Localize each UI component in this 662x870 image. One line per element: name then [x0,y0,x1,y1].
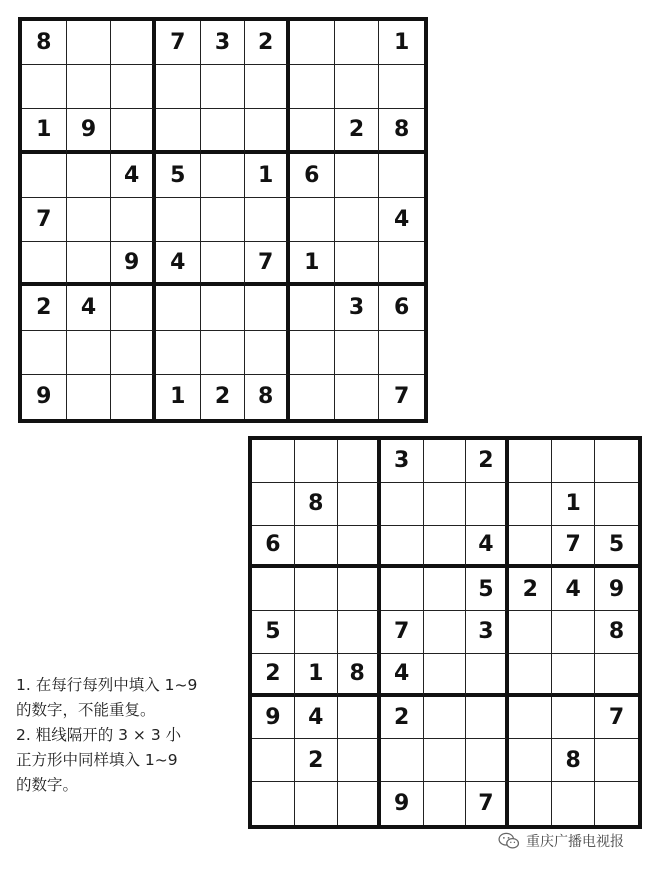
sudoku-cell[interactable]: 1 [290,242,335,286]
sudoku-cell[interactable]: 3 [201,21,246,65]
sudoku-cell[interactable]: 2 [335,109,380,153]
sudoku-cell[interactable] [338,568,381,611]
sudoku-cell[interactable]: 1 [552,483,595,526]
sudoku-cell[interactable]: 9 [67,109,112,153]
sudoku-cell[interactable] [595,739,638,782]
sudoku-cell[interactable] [156,65,201,109]
sudoku-cell[interactable] [509,739,552,782]
sudoku-cell[interactable]: 5 [252,611,295,654]
sudoku-cell[interactable] [156,109,201,153]
sudoku-cell[interactable] [67,198,112,242]
sudoku-cell[interactable] [67,242,112,286]
sudoku-cell[interactable] [201,154,246,198]
sudoku-cell[interactable] [338,611,381,654]
sudoku-cell[interactable] [424,782,467,825]
sudoku-cell[interactable]: 5 [595,526,638,569]
rules-line-3: 2. 粗线隔开的 3 × 3 小 [16,726,182,744]
sudoku-cell[interactable]: 2 [201,375,246,419]
sudoku-cell[interactable] [201,286,246,330]
sudoku-cell[interactable] [290,109,335,153]
sudoku-cell[interactable] [335,242,380,286]
sudoku-cell[interactable]: 4 [552,568,595,611]
sudoku-cell[interactable] [595,782,638,825]
sudoku-cell[interactable] [379,154,424,198]
sudoku-cell[interactable] [22,154,67,198]
sudoku-cell[interactable] [111,109,156,153]
sudoku-cell[interactable] [22,242,67,286]
sudoku-cell[interactable] [509,697,552,740]
sudoku-cell[interactable] [552,611,595,654]
sudoku-cell[interactable] [338,483,381,526]
sudoku-cell[interactable] [290,21,335,65]
sudoku-cell[interactable] [22,331,67,375]
sudoku-cell[interactable] [335,154,380,198]
sudoku-cell[interactable]: 1 [379,21,424,65]
sudoku-cell[interactable]: 1 [22,109,67,153]
sudoku-cell[interactable]: 8 [595,611,638,654]
sudoku-cell[interactable] [290,286,335,330]
sudoku-cell[interactable] [156,286,201,330]
sudoku-cell[interactable]: 6 [290,154,335,198]
sudoku-cell[interactable] [290,375,335,419]
sudoku-cell[interactable] [466,654,509,697]
sudoku-cell[interactable] [552,440,595,483]
sudoku-cell[interactable] [335,198,380,242]
rules-line-5: 的数字。 [16,776,79,794]
sudoku-cell[interactable]: 7 [466,782,509,825]
sudoku-cell[interactable] [156,331,201,375]
sudoku-cell[interactable] [290,65,335,109]
sudoku-cell[interactable]: 7 [552,526,595,569]
rules-line-4: 正方形中同样填入 1~9 [16,751,178,769]
sudoku-cell[interactable] [466,739,509,782]
sudoku-cell[interactable] [201,331,246,375]
sudoku-cell[interactable] [295,611,338,654]
sudoku-cell[interactable] [290,198,335,242]
sudoku-cell[interactable] [595,483,638,526]
sudoku-cell[interactable]: 7 [381,611,424,654]
watermark [498,831,624,851]
sudoku-cell[interactable]: 7 [595,697,638,740]
sudoku-cell[interactable] [290,331,335,375]
sudoku-grid-2 [248,436,642,829]
sudoku-cell[interactable] [424,739,467,782]
sudoku-cell[interactable] [424,568,467,611]
sudoku-cell[interactable] [379,242,424,286]
sudoku-cell[interactable]: 7 [22,198,67,242]
sudoku-cell[interactable] [295,568,338,611]
sudoku-cell[interactable] [338,782,381,825]
sudoku-cell[interactable] [381,739,424,782]
sudoku-cell[interactable] [338,697,381,740]
sudoku-cell[interactable] [552,697,595,740]
sudoku-cell[interactable] [252,568,295,611]
sudoku-cell[interactable]: 5 [466,568,509,611]
sudoku-cell[interactable] [466,483,509,526]
rules-line-1: 1. 在每行每列中填入 1~9 [16,676,198,694]
sudoku-cell[interactable] [252,782,295,825]
sudoku-cell[interactable] [509,782,552,825]
sudoku-cell[interactable] [201,109,246,153]
sudoku-cell[interactable]: 1 [245,154,290,198]
sudoku-cell[interactable]: 5 [156,154,201,198]
sudoku-cell[interactable] [111,331,156,375]
sudoku-cell[interactable]: 8 [379,109,424,153]
sudoku-cell[interactable]: 7 [394,384,410,410]
sudoku-cell[interactable] [245,65,290,109]
sudoku-cell[interactable]: 8 [295,483,338,526]
sudoku-cell[interactable] [252,483,295,526]
sudoku-cell[interactable] [201,198,246,242]
sudoku-cell[interactable]: 9 [111,242,156,286]
sudoku-cell[interactable] [111,198,156,242]
sudoku-cell[interactable] [111,21,156,65]
sudoku-cell[interactable]: 8 [552,739,595,782]
sudoku-cell[interactable]: 4 [381,654,424,697]
sudoku-cell[interactable] [379,331,424,375]
sudoku-cell[interactable] [338,739,381,782]
sudoku-cell[interactable] [335,331,380,375]
sudoku-cell[interactable] [245,331,290,375]
sudoku-cell[interactable]: 9 [22,375,67,419]
sudoku-cell[interactable] [424,483,467,526]
sudoku-cell[interactable]: 4 [67,286,112,330]
sudoku-cell[interactable] [338,526,381,569]
sudoku-cell[interactable] [381,526,424,569]
sudoku-cell[interactable] [379,65,424,109]
sudoku-cell[interactable] [295,782,338,825]
sudoku-cell[interactable]: 8 [22,21,67,65]
sudoku-cell[interactable] [466,697,509,740]
sudoku-cell[interactable] [424,697,467,740]
sudoku-cell[interactable] [424,654,467,697]
sudoku-cell[interactable]: 6 [252,526,295,569]
sudoku-cell[interactable] [245,198,290,242]
sudoku-cell[interactable] [252,739,295,782]
sudoku-cell[interactable] [338,440,381,483]
sudoku-cell[interactable] [424,526,467,569]
sudoku-cell[interactable] [335,375,380,419]
sudoku-cell[interactable]: 2 [245,21,290,65]
sudoku-cell[interactable] [509,526,552,569]
sudoku-cell[interactable]: 2 [466,440,509,483]
sudoku-cell[interactable] [67,375,112,419]
sudoku-cell[interactable] [295,526,338,569]
sudoku-cell[interactable]: 1 [156,375,201,419]
sudoku-cell[interactable] [509,440,552,483]
sudoku-grid-1 [18,17,428,423]
sudoku-cell[interactable]: 3 [466,611,509,654]
sudoku-cell[interactable] [424,611,467,654]
sudoku-cell[interactable]: 9 [595,568,638,611]
sudoku-cell[interactable]: 3 [335,286,380,330]
sudoku-cell[interactable] [335,65,380,109]
sudoku-cell[interactable]: 4 [111,154,156,198]
sudoku-cell[interactable] [595,440,638,483]
rules-line-2: 的数字，不能重复。 [16,701,156,719]
sudoku-cell[interactable] [22,65,67,109]
sudoku-cell[interactable] [424,440,467,483]
sudoku-cell[interactable] [595,654,638,697]
sudoku-cell[interactable]: 7 [245,242,290,286]
sudoku-cell[interactable]: 2 [509,568,552,611]
sudoku-cell[interactable]: 2 [381,697,424,740]
sudoku-cell[interactable] [245,109,290,153]
sudoku-cell[interactable] [509,483,552,526]
sudoku-cell[interactable]: 9 [252,697,295,740]
sudoku-cell[interactable] [201,242,246,286]
sudoku-cell[interactable] [381,568,424,611]
sudoku-cell[interactable]: 4 [466,526,509,569]
sudoku-cell[interactable]: 4 [379,198,424,242]
sudoku-cell[interactable] [335,21,380,65]
sudoku-cell[interactable]: 3 [381,440,424,483]
sudoku-cell[interactable] [552,782,595,825]
sudoku-cell[interactable]: 9 [381,782,424,825]
sudoku-cell[interactable]: 4 [295,697,338,740]
sudoku-cell[interactable]: 7 [156,21,201,65]
sudoku-cell[interactable] [67,21,112,65]
sudoku-cell[interactable] [245,286,290,330]
sudoku-cell[interactable] [509,611,552,654]
sudoku-cell[interactable] [67,331,112,375]
sudoku-cell[interactable]: 2 [295,739,338,782]
sudoku-cell[interactable]: 2 [22,286,67,330]
sudoku-cell[interactable] [509,654,552,697]
sudoku-cell[interactable]: 1 [295,654,338,697]
sudoku-cell[interactable]: 8 [338,654,381,697]
sudoku-cell[interactable] [252,440,295,483]
sudoku-cell[interactable]: 6 [379,286,424,330]
sudoku-cell[interactable] [552,654,595,697]
sudoku-cell[interactable] [111,65,156,109]
sudoku-cell[interactable] [201,65,246,109]
sudoku-cell[interactable]: 4 [156,242,201,286]
sudoku-cell[interactable] [111,286,156,330]
sudoku-cell[interactable]: 8 [245,375,290,419]
sudoku-cell[interactable] [67,65,112,109]
rules-text [16,673,246,798]
sudoku-cell[interactable] [295,440,338,483]
wechat-icon [498,832,520,850]
sudoku-cell[interactable] [111,375,156,419]
sudoku-cell[interactable] [67,154,112,198]
watermark-text: 重庆广播电视报 [526,834,624,850]
sudoku-cell[interactable] [156,198,201,242]
sudoku-cell[interactable]: 2 [252,654,295,697]
sudoku-cell[interactable] [381,483,424,526]
